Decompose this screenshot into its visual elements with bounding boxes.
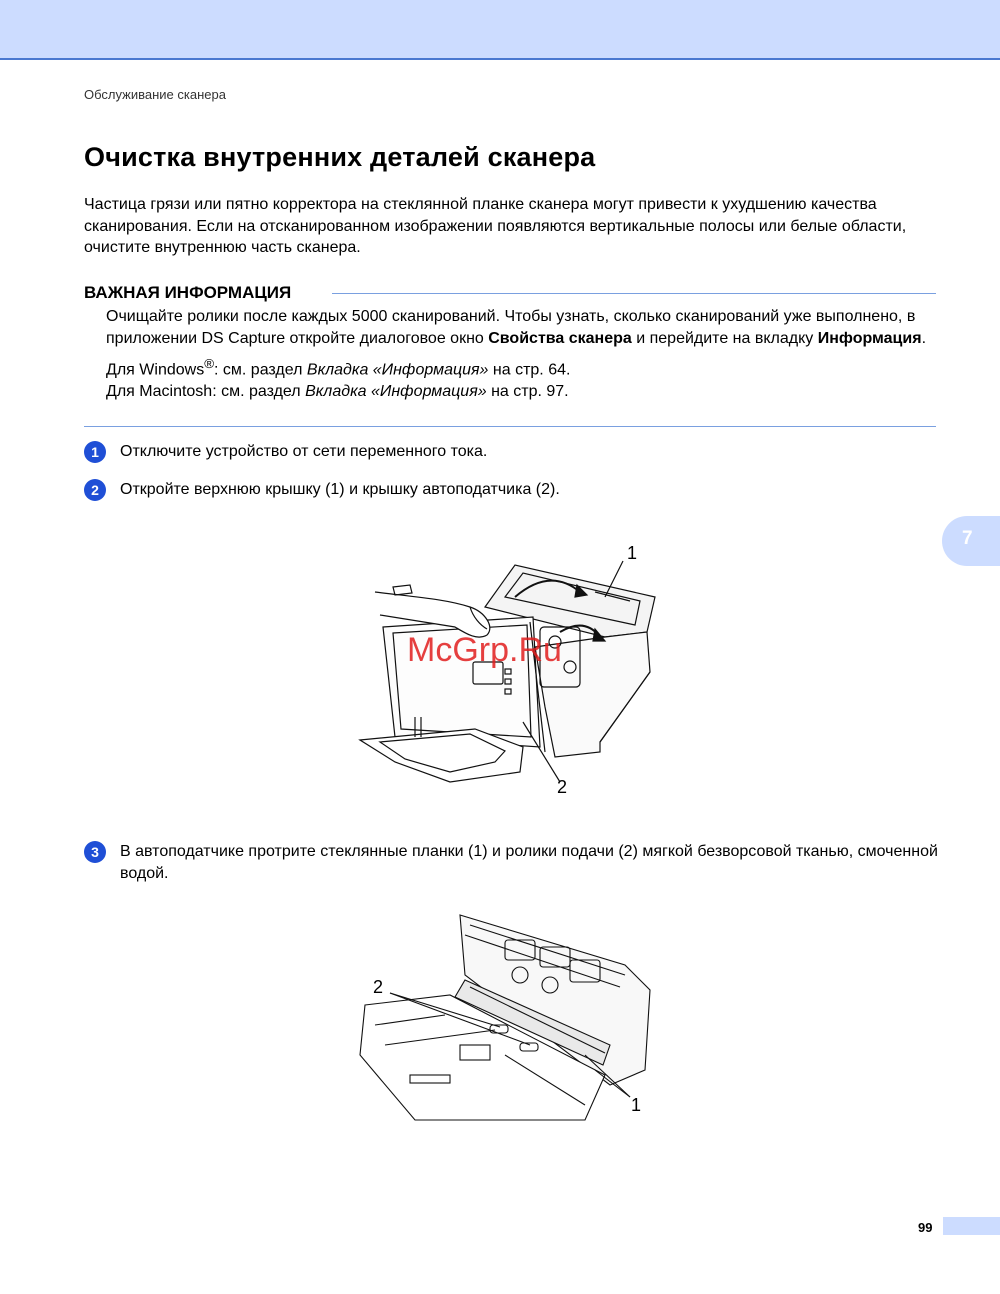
callout-label-2: 2 <box>557 777 568 797</box>
page-number-bar <box>943 1217 1000 1235</box>
mac-info-tab-link[interactable]: Вкладка «Информация» <box>305 382 487 400</box>
page-title: Очистка внутренних деталей сканера <box>84 142 596 172</box>
important-top-rule <box>332 293 936 294</box>
step-number-badge: 2 <box>84 479 106 501</box>
top-header-band <box>0 0 1000 60</box>
important-bottom-rule <box>84 426 936 427</box>
important-roller-text: Очищайте ролики после каждых 5000 сканирований. Чтобы узнать, сколько сканирований уже выполнено, в приложении DS Capture откройте диалоговое окно Свойства сканера и перейдите на вкладку Информация. <box>106 308 927 347</box>
running-header: Обслуживание сканера <box>84 87 226 102</box>
callout-label-1: 1 <box>627 543 638 563</box>
figure-adf-interior <box>355 905 665 1125</box>
important-note-header <box>84 283 936 305</box>
figure-open-covers <box>355 537 665 802</box>
step-text: Отключите устройство от сети переменного тока. <box>120 443 488 460</box>
step-number-badge: 3 <box>84 841 106 863</box>
information-tab-term: Информация <box>817 329 922 347</box>
important-note-body <box>106 306 936 402</box>
chapter-tab <box>942 516 1000 566</box>
intro-paragraph: Частица грязи или пятно корректора на стеклянной планке сканера могут привести к ухудшению качества сканирования. Если на отсканированном изображении появляются вертикальные полосы или белые области, очистите внутреннюю часть сканера. <box>84 196 907 256</box>
callout-label-2: 2 <box>373 977 384 997</box>
windows-info-tab-link[interactable]: Вкладка «Информация» <box>306 361 489 379</box>
page-number: 99 <box>918 1220 933 1235</box>
adf-interior-illustration <box>355 905 665 1125</box>
important-label: ВАЖНАЯ ИНФОРМАЦИЯ <box>84 283 301 303</box>
step-number-badge: 1 <box>84 441 106 463</box>
scanner-properties-term: Свойства сканера <box>488 329 632 347</box>
watermark: McGrp.Ru <box>407 631 562 669</box>
mac-reference: Для Macintosh: см. раздел Вкладка «Информация» на стр. 97. <box>106 382 569 400</box>
windows-reference: Для Windows®: см. раздел Вкладка «Информация» на стр. 64. <box>106 356 571 379</box>
scanner-open-illustration <box>355 537 665 802</box>
chapter-number: 7 <box>962 528 973 549</box>
step-text: В автоподатчике протрите стеклянные планки (1) и ролики подачи (2) мягкой безворсовой тканью, смоченной водой. <box>120 843 938 882</box>
step-text: Откройте верхнюю крышку (1) и крышку автоподатчика (2). <box>120 481 560 498</box>
callout-label-1: 1 <box>631 1095 642 1115</box>
